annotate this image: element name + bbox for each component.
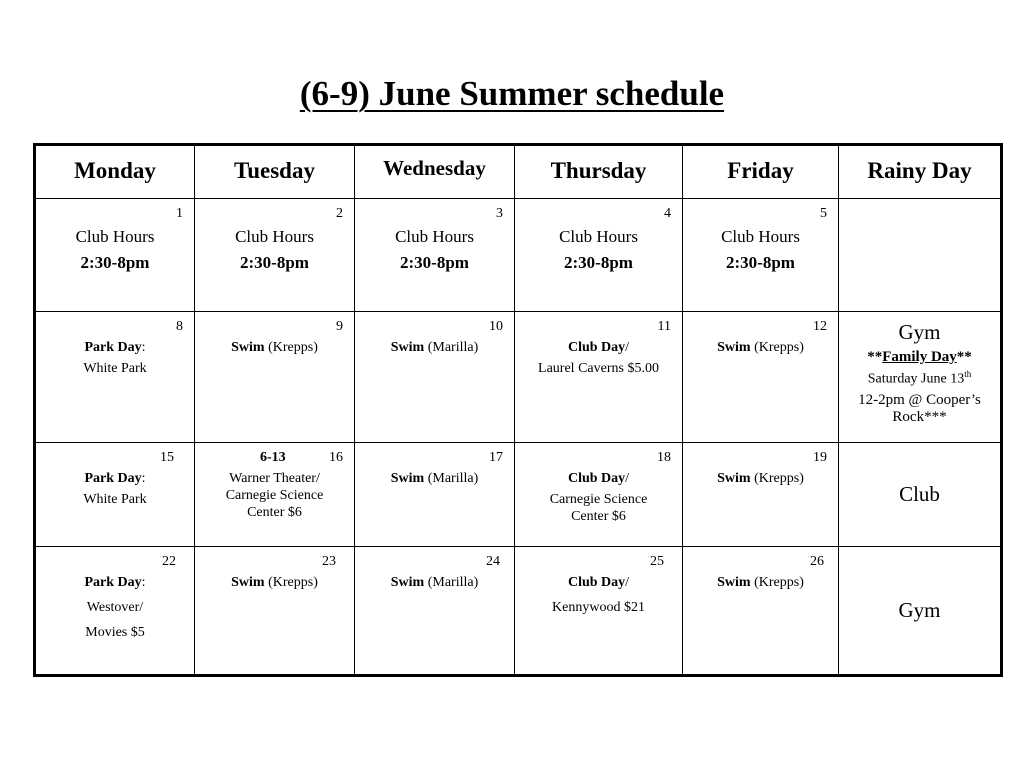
event-type: Park Day xyxy=(84,340,142,355)
event-type: Swim xyxy=(717,340,751,355)
day-cell-4 xyxy=(515,199,683,312)
date-suffix: th xyxy=(964,369,972,379)
event-label xyxy=(36,339,194,356)
day-number: 19 xyxy=(813,450,827,465)
event-time: 2:30-8pm xyxy=(400,253,469,272)
event-detail: / xyxy=(625,340,630,355)
event-detail: (Krepps) xyxy=(750,471,804,486)
event-type: Club Day xyxy=(567,471,626,486)
day-cell-18 xyxy=(515,443,683,547)
day-number: 1 xyxy=(176,206,183,221)
event-type: Club Day xyxy=(567,340,626,355)
family-day-date xyxy=(839,366,1000,388)
day-cell-22 xyxy=(35,547,195,676)
day-number: 24 xyxy=(486,554,500,569)
event-location: Laurel Caverns $5.00 xyxy=(538,361,659,376)
family-day-time-place: 12-2pm @ Cooper’s Rock*** xyxy=(858,391,981,425)
header-monday: Monday xyxy=(35,145,195,199)
day-cell-9 xyxy=(195,312,355,443)
rainy-cell-week1 xyxy=(839,199,1002,312)
event-label xyxy=(355,339,514,356)
day-cell-5 xyxy=(683,199,839,312)
rainy-activity: Club xyxy=(899,482,940,506)
event-detail: (Krepps) xyxy=(750,575,804,590)
day-cell-16 xyxy=(195,443,355,547)
event-location: Carnegie Science xyxy=(549,492,648,507)
rainy-activity: Gym xyxy=(898,598,941,622)
event-type: Swim xyxy=(390,575,425,590)
day-number: 15 xyxy=(160,450,174,465)
event-time: 2:30-8pm xyxy=(240,253,309,272)
event-label: Warner Theater/ xyxy=(229,471,320,486)
event-type: Swim xyxy=(390,340,425,355)
day-number: 25 xyxy=(650,554,664,569)
event-time: 2:30-8pm xyxy=(80,253,150,272)
week-row-3 xyxy=(35,443,1002,547)
day-cell-12 xyxy=(683,312,839,443)
event-detail: : xyxy=(141,575,146,590)
event-label xyxy=(36,470,194,487)
event-detail: (Krepps) xyxy=(750,340,804,355)
event-label xyxy=(195,339,354,356)
event-type: Swim xyxy=(717,575,751,590)
event-label xyxy=(515,339,682,356)
day-number: 8 xyxy=(176,319,183,334)
event-detail: (Marilla) xyxy=(424,575,479,590)
event-detail: (Marilla) xyxy=(424,471,479,486)
event-detail: / xyxy=(625,575,630,590)
day-cell-3 xyxy=(355,199,515,312)
event-time: 2:30-8pm xyxy=(726,253,795,272)
day-cell-11 xyxy=(515,312,683,443)
event-label: Club Hours xyxy=(559,227,638,246)
rainy-cell-week3 xyxy=(839,443,1002,547)
day-cell-15 xyxy=(35,443,195,547)
day-cell-2 xyxy=(195,199,355,312)
day-number: 23 xyxy=(322,554,336,569)
event-detail: (Marilla) xyxy=(424,340,479,355)
header-tuesday: Tuesday xyxy=(195,145,355,199)
header-thursday: Thursday xyxy=(515,145,683,199)
event-label: Club Hours xyxy=(235,227,314,246)
rainy-cell-week2 xyxy=(839,312,1002,443)
day-cell-24 xyxy=(355,547,515,676)
event-label xyxy=(195,574,354,591)
day-number: 10 xyxy=(489,319,503,334)
event-label xyxy=(355,470,514,487)
day-number: 3 xyxy=(496,206,503,221)
asterisks: ** xyxy=(956,349,972,365)
family-day-label xyxy=(839,349,1000,366)
event-detail: (Krepps) xyxy=(264,340,318,355)
day-cell-25 xyxy=(515,547,683,676)
event-price: Center $6 xyxy=(247,505,302,520)
day-cell-1 xyxy=(35,199,195,312)
week-row-4 xyxy=(35,547,1002,676)
day-cell-8 xyxy=(35,312,195,443)
date-range-tag: 6-13 xyxy=(260,450,286,465)
event-label xyxy=(683,470,838,487)
event-label xyxy=(515,470,682,487)
event-type: Club Day xyxy=(567,575,626,590)
day-number: 2 xyxy=(336,206,343,221)
event-location: Westover/ xyxy=(86,600,144,615)
event-type: Park Day xyxy=(84,575,142,590)
header-row xyxy=(35,145,1002,199)
day-cell-10 xyxy=(355,312,515,443)
event-location: White Park xyxy=(83,361,147,376)
event-label: Club Hours xyxy=(75,227,155,246)
event-label xyxy=(683,339,838,356)
date-text: Saturday June 13 xyxy=(867,371,965,387)
header-rainy-day: Rainy Day xyxy=(839,145,1002,199)
day-cell-26 xyxy=(683,547,839,676)
day-number: 16 xyxy=(329,450,343,465)
event-label xyxy=(355,574,514,591)
asterisks: ** xyxy=(867,349,883,365)
day-number: 11 xyxy=(657,319,671,334)
event-label xyxy=(36,574,194,591)
day-number: 9 xyxy=(336,319,343,334)
day-number: 18 xyxy=(657,450,671,465)
event-label: Club Hours xyxy=(395,227,474,246)
header-friday: Friday xyxy=(683,145,839,199)
family-day-text: Family Day xyxy=(882,349,957,365)
day-cell-17 xyxy=(355,443,515,547)
event-location: White Park xyxy=(83,492,147,507)
day-cell-19 xyxy=(683,443,839,547)
event-time: 2:30-8pm xyxy=(564,253,633,272)
week-row-1 xyxy=(35,199,1002,312)
day-number: 17 xyxy=(489,450,503,465)
event-location: Carnegie Science xyxy=(225,488,324,503)
day-number: 4 xyxy=(664,206,671,221)
event-detail: : xyxy=(141,471,146,486)
day-number: 12 xyxy=(813,319,827,334)
event-price: Center $6 xyxy=(571,509,626,524)
event-type: Swim xyxy=(231,575,265,590)
event-detail: / xyxy=(625,471,630,486)
event-detail: (Krepps) xyxy=(264,575,318,590)
day-cell-23 xyxy=(195,547,355,676)
week-row-2 xyxy=(35,312,1002,443)
event-type: Swim xyxy=(390,471,425,486)
schedule-table xyxy=(33,143,1003,677)
day-number: 5 xyxy=(820,206,827,221)
day-number: 22 xyxy=(162,554,176,569)
rainy-activity: Gym xyxy=(898,320,941,344)
event-type: Swim xyxy=(231,340,265,355)
rainy-cell-week4 xyxy=(839,547,1002,676)
event-detail: : xyxy=(141,340,146,355)
event-price: Movies $5 xyxy=(85,625,145,640)
event-label xyxy=(683,574,838,591)
event-location: Kennywood $21 xyxy=(552,600,645,615)
event-type: Swim xyxy=(717,471,751,486)
event-label: Club Hours xyxy=(721,227,800,246)
event-type: Park Day xyxy=(84,471,142,486)
page-title: (6-9) June Summer schedule xyxy=(299,74,725,113)
day-number: 26 xyxy=(810,554,824,569)
event-label xyxy=(515,574,682,591)
header-wednesday: Wednesday xyxy=(355,145,515,199)
